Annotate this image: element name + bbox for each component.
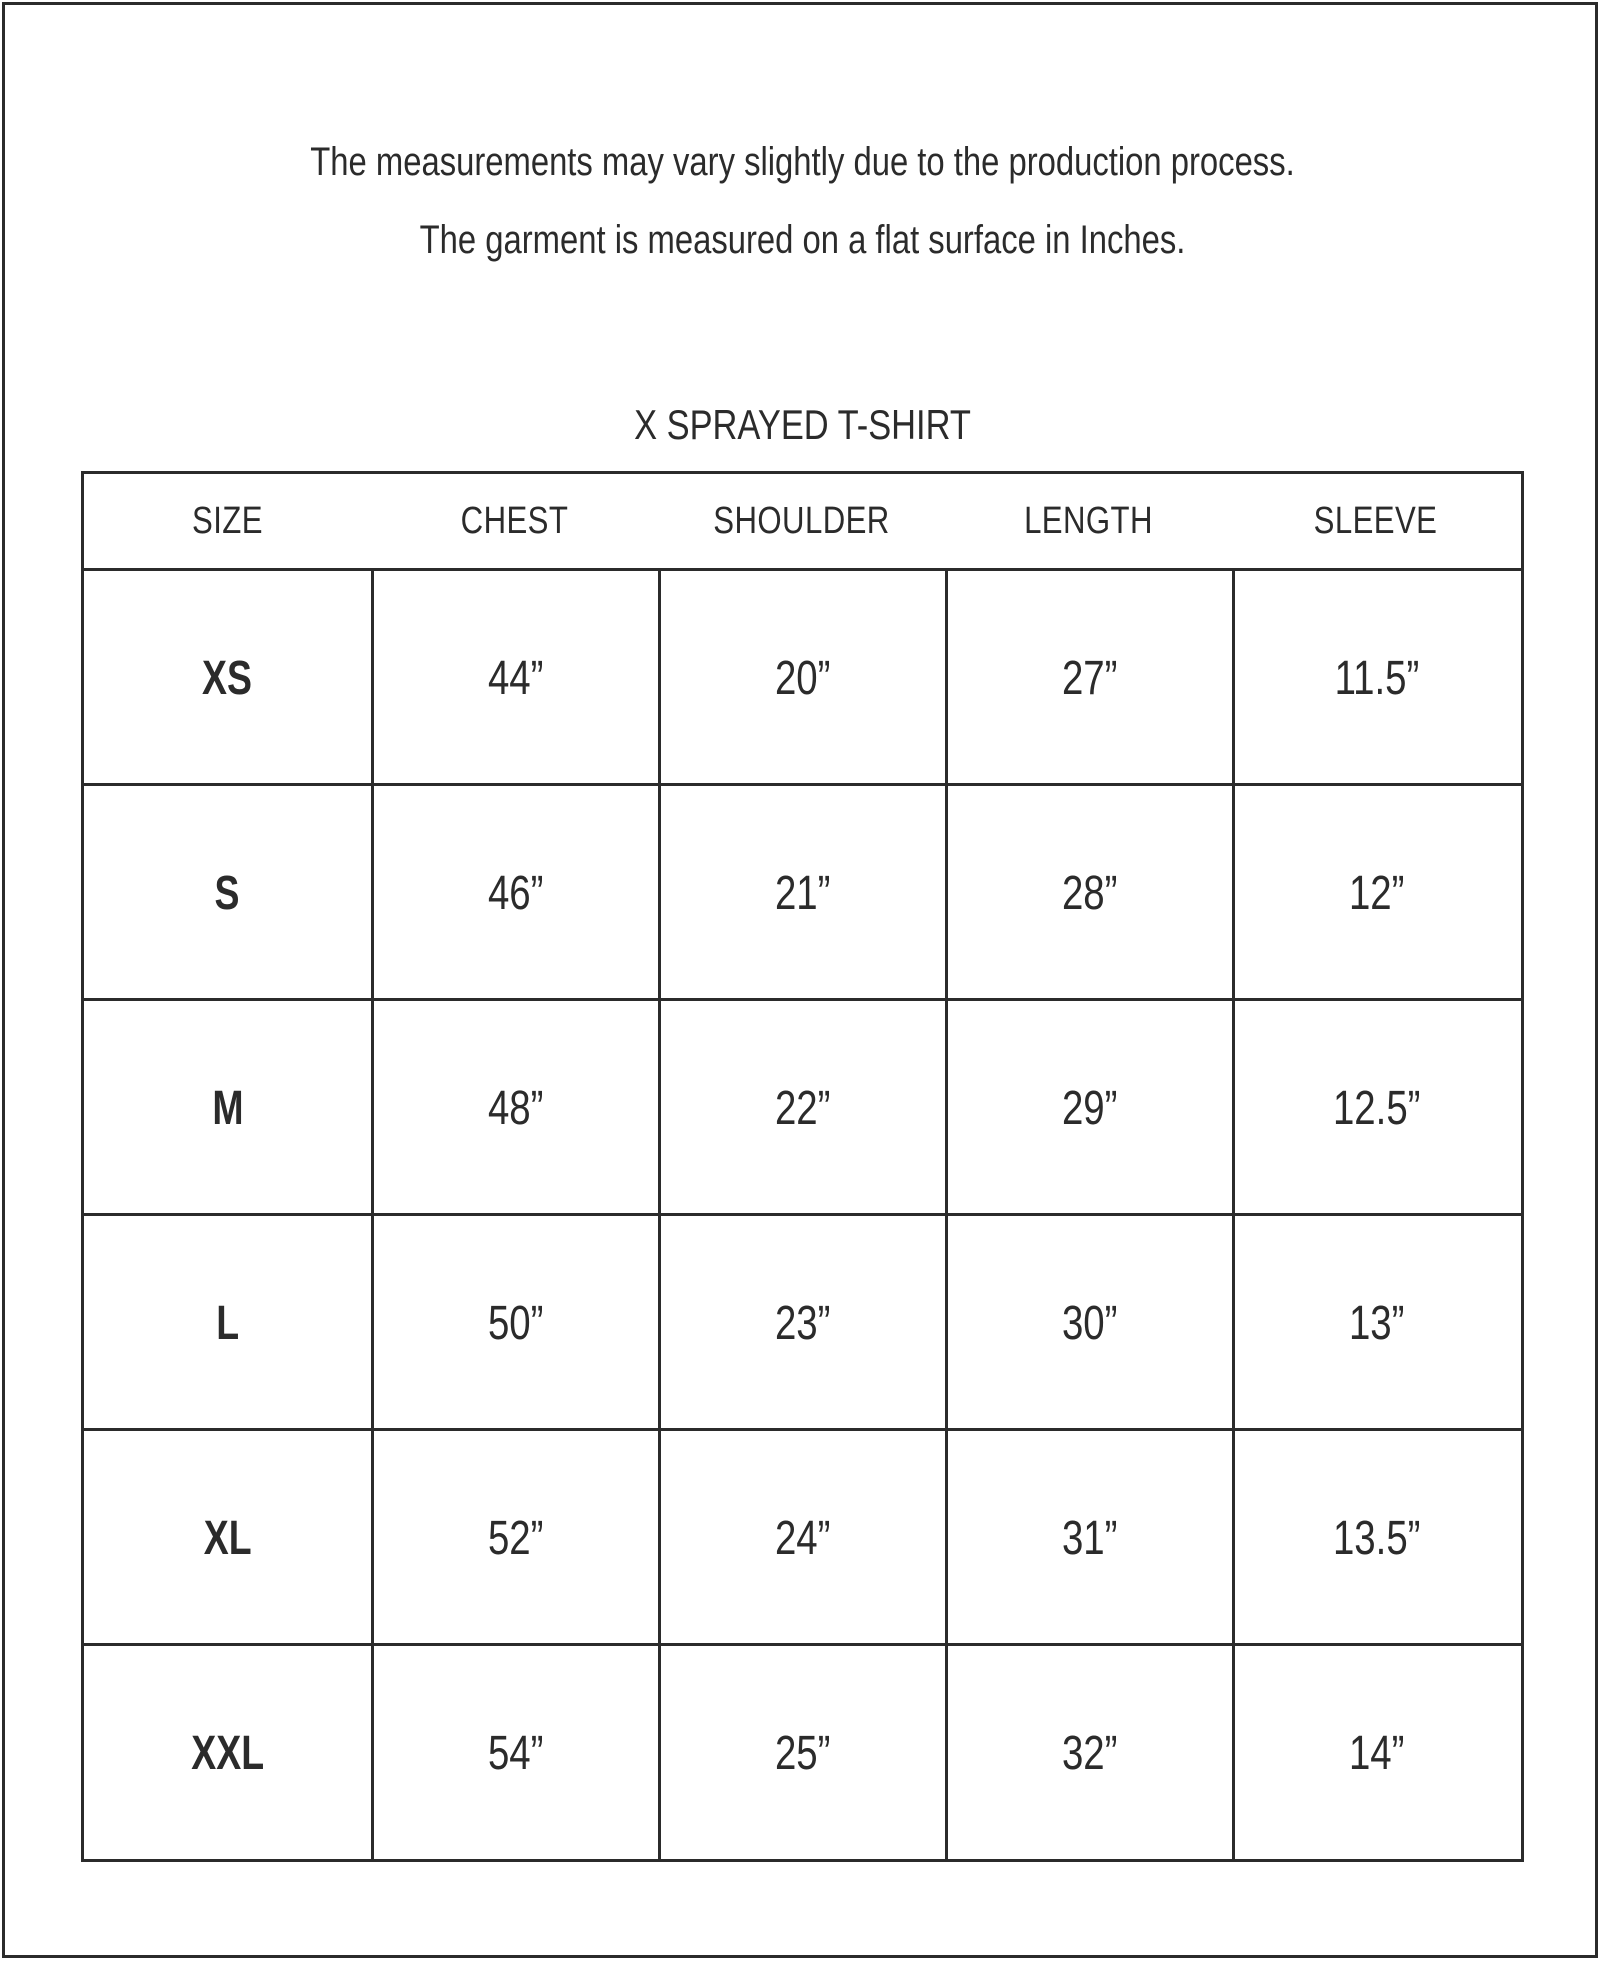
cell-shoulder xyxy=(658,1216,945,1431)
shoulder-value: 21” xyxy=(775,867,831,920)
cell-length xyxy=(945,1216,1232,1431)
table-row xyxy=(84,571,1521,786)
length-value: 28” xyxy=(1062,867,1118,920)
cell-chest xyxy=(371,1431,658,1646)
chest-value: 50” xyxy=(488,1297,544,1350)
length-value: 29” xyxy=(1062,1082,1118,1135)
cell-chest xyxy=(371,571,658,786)
cell-size xyxy=(84,1646,371,1861)
table-row xyxy=(84,1643,1521,1861)
table-title: X SPRAYED T-SHIRT xyxy=(634,401,971,448)
cell-shoulder xyxy=(658,786,945,1001)
sleeve-value: 12.5” xyxy=(1333,1082,1421,1135)
length-value: 27” xyxy=(1062,652,1118,705)
cell-length xyxy=(945,1646,1232,1861)
sleeve-value: 11.5” xyxy=(1334,652,1420,705)
table-row xyxy=(84,1428,1521,1646)
header-length: LENGTH xyxy=(1024,500,1153,542)
chest-value: 46” xyxy=(488,867,544,920)
header-shoulder: SHOULDER xyxy=(713,500,890,542)
sleeve-value: 13” xyxy=(1349,1297,1405,1350)
length-value: 30” xyxy=(1062,1297,1118,1350)
shoulder-value: 24” xyxy=(775,1512,831,1565)
sleeve-value: 14” xyxy=(1349,1727,1405,1780)
sleeve-value: 12” xyxy=(1349,867,1405,920)
cell-shoulder xyxy=(658,1646,945,1861)
cell-sleeve xyxy=(1232,1001,1519,1216)
cell-size xyxy=(84,1216,371,1431)
size-value: XXL xyxy=(191,1727,264,1780)
size-chart-table xyxy=(81,471,1524,1862)
header-sleeve: SLEEVE xyxy=(1313,500,1438,542)
surface-note: The garment is measured on a flat surface in Inches. xyxy=(419,218,1186,262)
size-value: M xyxy=(211,1082,244,1135)
cell-shoulder xyxy=(658,1431,945,1646)
chest-value: 54” xyxy=(488,1727,544,1780)
cell-sleeve xyxy=(1232,1216,1519,1431)
cell-chest xyxy=(371,786,658,1001)
shoulder-value: 20” xyxy=(775,652,831,705)
table-row xyxy=(84,1213,1521,1431)
shoulder-value: 25” xyxy=(775,1727,831,1780)
cell-size xyxy=(84,786,371,1001)
cell-shoulder xyxy=(658,571,945,786)
cell-length xyxy=(945,786,1232,1001)
size-value: XL xyxy=(203,1512,252,1565)
sleeve-value: 13.5” xyxy=(1333,1512,1421,1565)
size-value: L xyxy=(216,1297,239,1350)
cell-sleeve xyxy=(1232,571,1519,786)
chest-value: 44” xyxy=(488,652,544,705)
cell-length xyxy=(945,1001,1232,1216)
shoulder-value: 23” xyxy=(775,1297,831,1350)
shoulder-value: 22” xyxy=(775,1082,831,1135)
length-value: 31” xyxy=(1062,1512,1118,1565)
cell-length xyxy=(945,1431,1232,1646)
length-value: 32” xyxy=(1062,1727,1118,1780)
cell-sleeve xyxy=(1232,786,1519,1001)
cell-chest xyxy=(371,1646,658,1861)
header-row xyxy=(84,474,1521,571)
cell-size xyxy=(84,1431,371,1646)
table-row xyxy=(84,998,1521,1216)
header-chest: CHEST xyxy=(460,500,569,542)
cell-shoulder xyxy=(658,1001,945,1216)
cell-sleeve xyxy=(1232,1646,1519,1861)
table-row xyxy=(84,783,1521,1001)
cell-size xyxy=(84,1001,371,1216)
cell-sleeve xyxy=(1232,1431,1519,1646)
measurement-note: The measurements may vary slightly due to the production process. xyxy=(310,140,1295,184)
size-value: S xyxy=(215,867,240,920)
chest-value: 52” xyxy=(488,1512,544,1565)
header-size: SIZE xyxy=(192,500,263,542)
cell-chest xyxy=(371,1216,658,1431)
cell-size xyxy=(84,571,371,786)
size-value: XS xyxy=(202,652,253,705)
chest-value: 48” xyxy=(488,1082,544,1135)
cell-chest xyxy=(371,1001,658,1216)
cell-length xyxy=(945,571,1232,786)
